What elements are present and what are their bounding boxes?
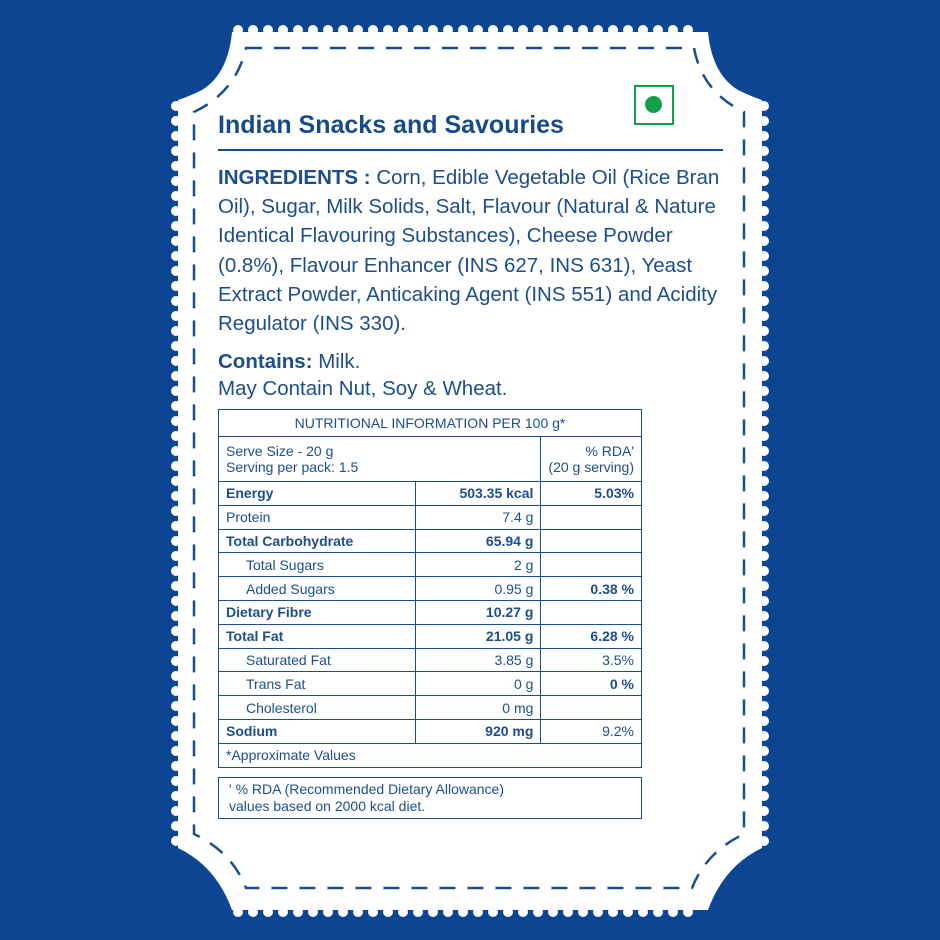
contains-text: Milk.	[318, 350, 361, 373]
table-row	[219, 624, 642, 648]
veg-dot	[645, 96, 662, 113]
table-row	[219, 505, 642, 529]
nutrient-amount: 3.85 g	[415, 648, 541, 672]
table-row	[219, 577, 642, 601]
allergen-block	[218, 348, 718, 402]
nutrient-rda: 9.2%	[541, 719, 642, 743]
table-row	[219, 529, 642, 553]
rda-header	[541, 437, 642, 482]
may-contain-line: May Contain Nut, Soy & Wheat.	[218, 377, 508, 400]
footnote-line: values based on 2000 kcal diet.	[229, 798, 426, 814]
servings-per-pack: Serving per pack: 1.5	[226, 459, 359, 475]
product-title: Indian Snacks and Savouries	[218, 111, 564, 139]
table-row	[219, 482, 642, 506]
nutrient-rda: 5.03%	[541, 482, 642, 506]
nutrient-amount: 0 g	[415, 672, 541, 696]
nutrition-heading: NUTRITIONAL INFORMATION PER 100 g*	[219, 410, 642, 437]
footnote-line: ' % RDA (Recommended Dietary Allowance)	[229, 781, 505, 797]
nutrient-amount: 0.95 g	[415, 577, 541, 601]
contains-label: Contains:	[218, 350, 313, 373]
nutrient-amount: 10.27 g	[415, 600, 541, 624]
nutrient-name: Dietary Fibre	[219, 600, 416, 624]
nutrient-rda	[541, 696, 642, 720]
table-row	[219, 672, 642, 696]
ingredients-block	[218, 163, 728, 338]
vegetarian-mark-icon	[634, 85, 674, 125]
nutrient-amount: 0 mg	[415, 696, 541, 720]
nutrient-rda: 0 %	[541, 672, 642, 696]
serving-info	[219, 437, 541, 482]
nutrient-rda	[541, 553, 642, 577]
table-row	[219, 696, 642, 720]
nutrient-amount: 920 mg	[415, 719, 541, 743]
nutrient-name: Sodium	[219, 719, 416, 743]
approximate-values-note: *Approximate Values	[219, 743, 642, 767]
rda-serving: (20 g serving)	[548, 459, 634, 475]
nutrient-name: Total Sugars	[219, 553, 416, 577]
rda-footnote	[218, 777, 642, 819]
nutrient-name: Cholesterol	[219, 696, 416, 720]
nutrient-amount: 21.05 g	[415, 624, 541, 648]
nutrient-rda	[541, 505, 642, 529]
nutrient-name: Trans Fat	[219, 672, 416, 696]
nutrient-name: Protein	[219, 505, 416, 529]
nutrient-name: Added Sugars	[219, 577, 416, 601]
table-row	[219, 600, 642, 624]
rda-heading: % RDA'	[585, 443, 634, 459]
nutrient-amount: 2 g	[415, 553, 541, 577]
title-divider	[218, 149, 723, 151]
nutrient-name: Saturated Fat	[219, 648, 416, 672]
nutrient-name: Energy	[219, 482, 416, 506]
table-row	[219, 553, 642, 577]
nutrient-rda	[541, 600, 642, 624]
ingredients-label: INGREDIENTS :	[218, 166, 371, 189]
serve-size: Serve Size - 20 g	[226, 443, 334, 459]
nutrient-amount: 503.35 kcal	[415, 482, 541, 506]
nutrient-rda	[541, 529, 642, 553]
nutrient-rda: 3.5%	[541, 648, 642, 672]
nutrient-amount: 7.4 g	[415, 505, 541, 529]
nutrient-rda: 0.38 %	[541, 577, 642, 601]
nutrient-amount: 65.94 g	[415, 529, 541, 553]
table-row	[219, 648, 642, 672]
nutrition-table	[218, 409, 642, 768]
nutrient-name: Total Carbohydrate	[219, 529, 416, 553]
ingredients-text: Corn, Edible Vegetable Oil (Rice Bran Oil), Sugar, Milk Solids, Salt, Flavour (Natural & Nature Identical Flavouring Substances), Cheese Powder (0.8%), Flavour Enhancer (INS 627, INS 631), Yeast Extract Powder, Anticaking Agent (INS 551) and Acidity Regulator (INS 330).	[218, 166, 720, 336]
contains-line	[218, 348, 718, 375]
nutrient-name: Total Fat	[219, 624, 416, 648]
table-row	[219, 719, 642, 743]
nutrient-rda: 6.28 %	[541, 624, 642, 648]
